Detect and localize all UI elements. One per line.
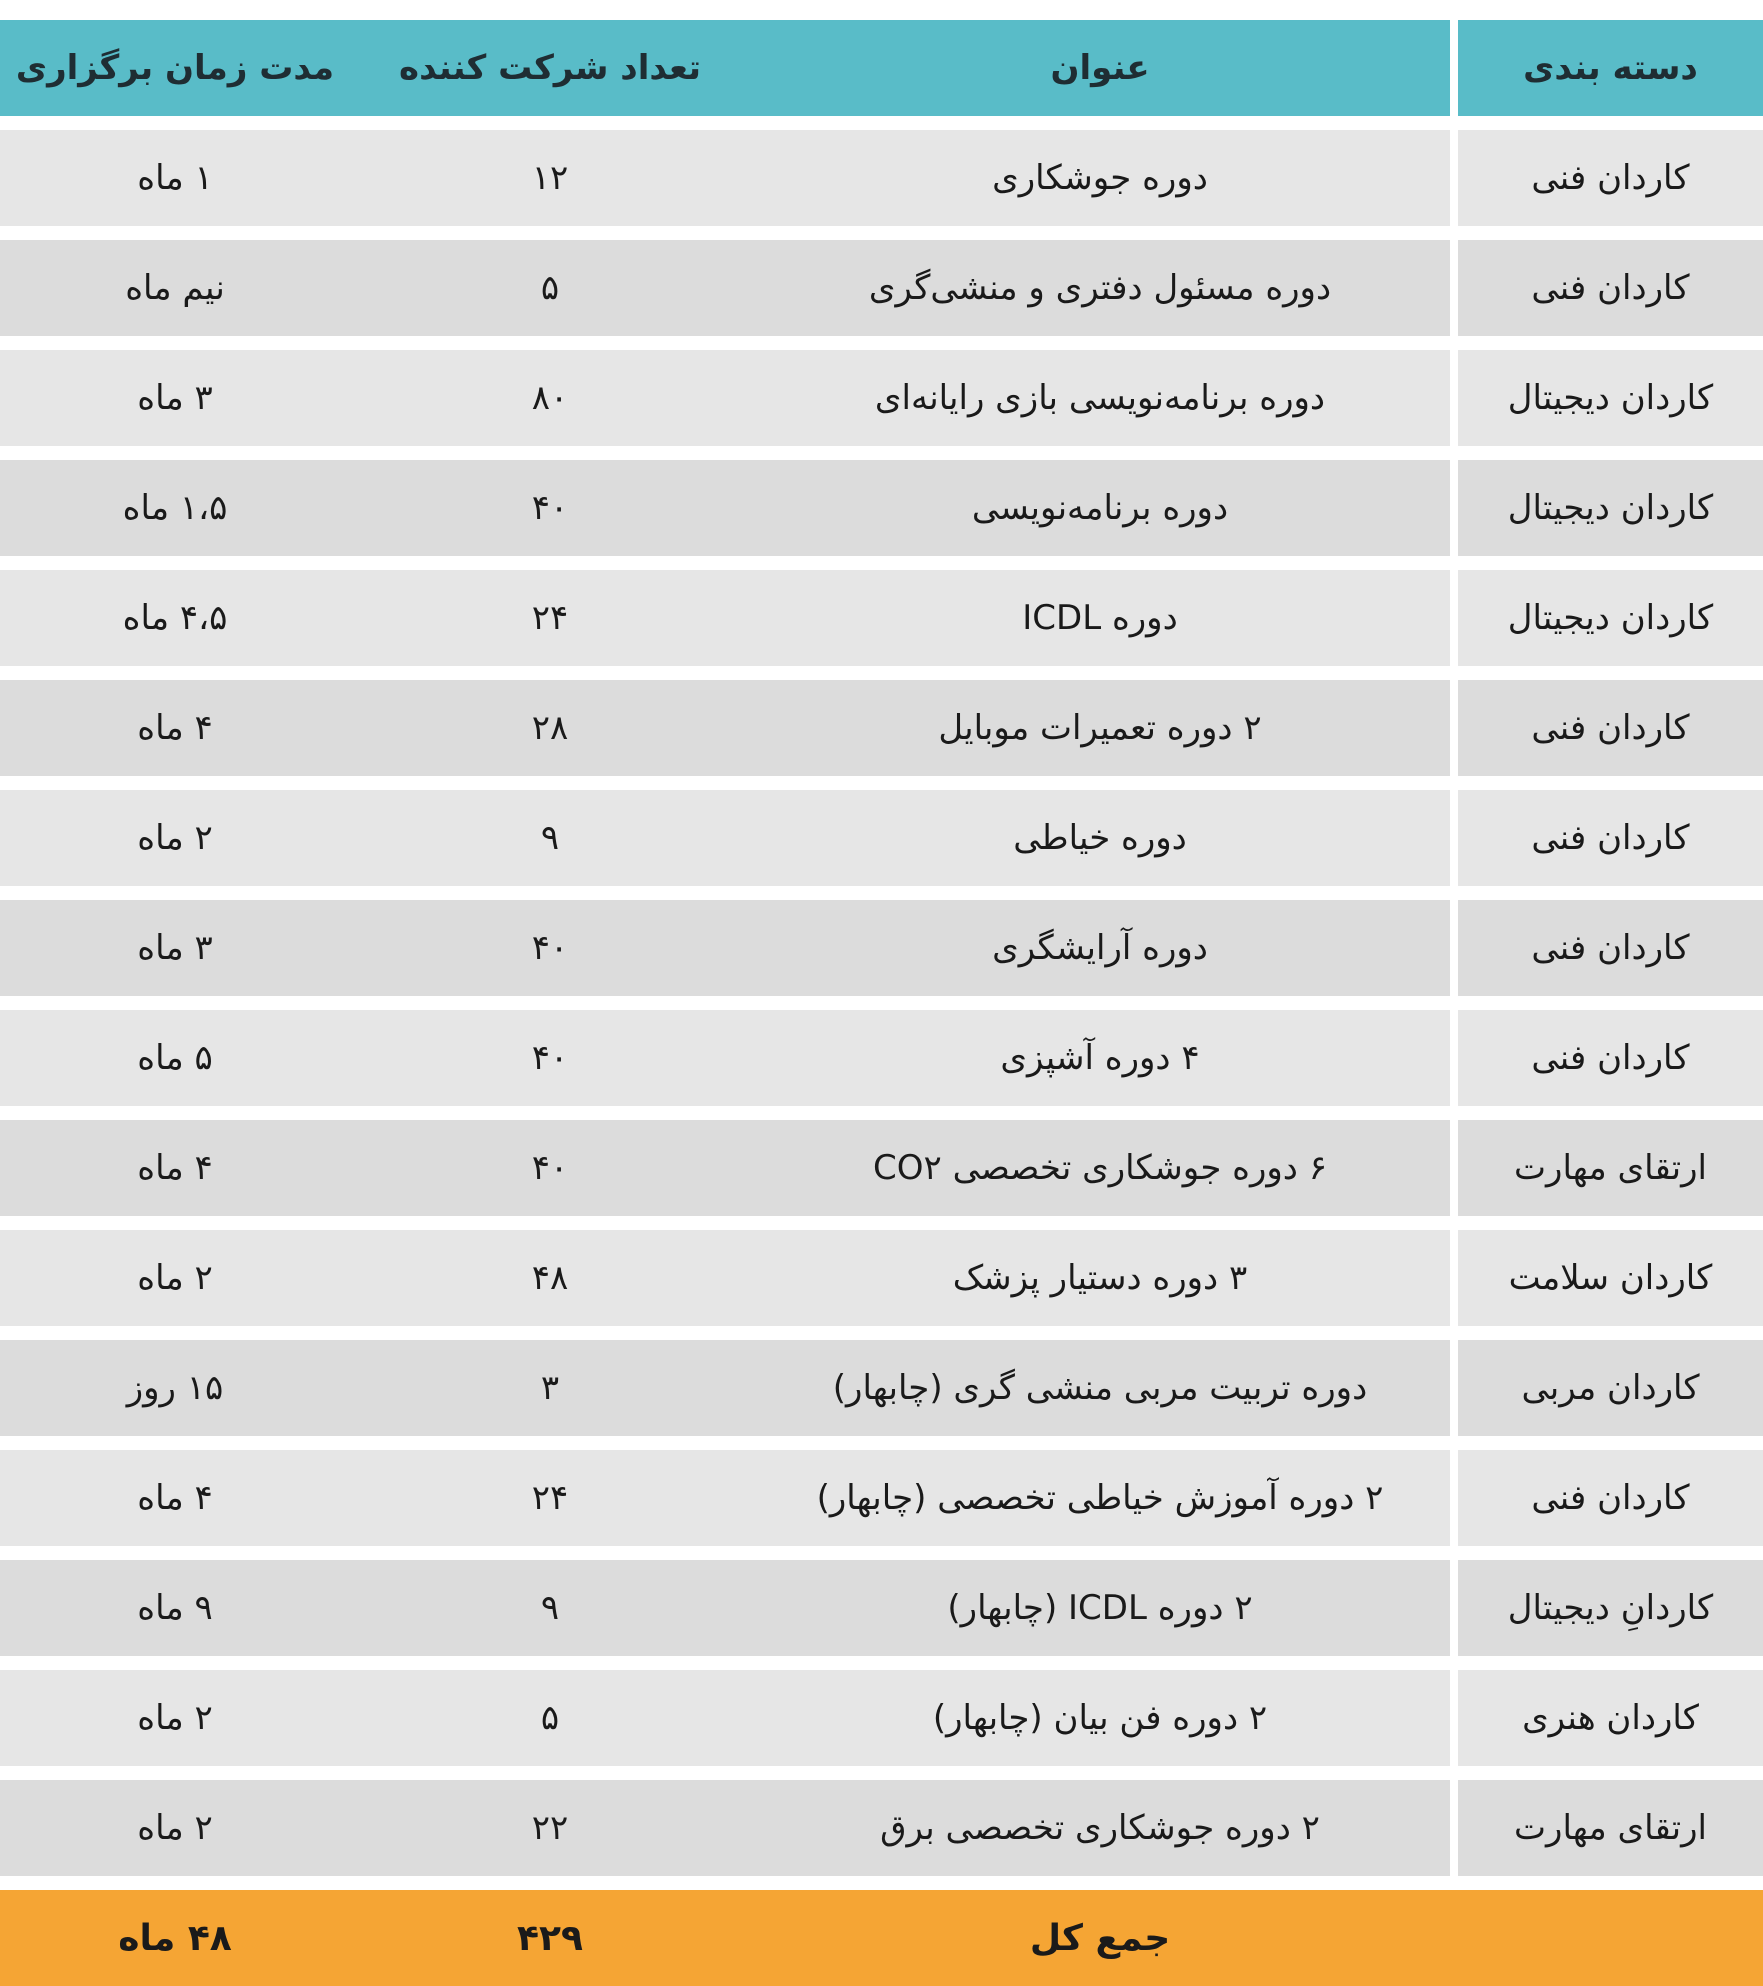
cell-participants: ۲۴: [350, 570, 750, 666]
table-row: [0, 900, 1763, 996]
cell-duration: ۱۵ روز: [0, 1340, 350, 1436]
cell-title: دوره آرایشگری: [750, 900, 1450, 996]
cell-duration: ۳ ماه: [0, 350, 350, 446]
cell-category: کاردان فنی: [1458, 1450, 1763, 1546]
total-participants: ۴۲۹: [350, 1890, 750, 1986]
table-body: [0, 130, 1763, 1876]
table-row: [0, 1560, 1763, 1656]
cell-category: ارتقای مهارت: [1458, 1120, 1763, 1216]
table-header-row: [0, 20, 1763, 116]
total-label: جمع کل: [750, 1890, 1450, 1986]
header-participants: تعداد شرکت کننده: [350, 20, 750, 116]
column-divider: [1450, 1670, 1458, 1766]
cell-title: دوره خیاطی: [750, 790, 1450, 886]
cell-participants: ۲۲: [350, 1780, 750, 1876]
cell-category: کاردان فنی: [1458, 790, 1763, 886]
cell-category: کاردان فنی: [1458, 680, 1763, 776]
cell-duration: ۴ ماه: [0, 1450, 350, 1546]
cell-participants: ۸۰: [350, 350, 750, 446]
cell-title: ۲ دوره تعمیرات موبایل: [750, 680, 1450, 776]
column-divider: [1450, 790, 1458, 886]
cell-participants: ۱۲: [350, 130, 750, 226]
table-row: [0, 350, 1763, 446]
cell-duration: ۴ ماه: [0, 680, 350, 776]
total-row: [0, 1890, 1763, 1986]
cell-participants: ۴۰: [350, 460, 750, 556]
cell-duration: ۵ ماه: [0, 1010, 350, 1106]
header-title: عنوان: [750, 20, 1450, 116]
cell-participants: ۴۸: [350, 1230, 750, 1326]
cell-participants: ۴۰: [350, 1010, 750, 1106]
column-divider: [1450, 1340, 1458, 1436]
cell-category: کاردان فنی: [1458, 1010, 1763, 1106]
cell-participants: ۲۸: [350, 680, 750, 776]
cell-title: ۲ دوره ICDL (چابهار): [750, 1560, 1450, 1656]
cell-title: دوره برنامه‌نویسی بازی رایانه‌ای: [750, 350, 1450, 446]
cell-duration: ۴،۵ ماه: [0, 570, 350, 666]
column-divider: [1450, 350, 1458, 446]
cell-duration: ۲ ماه: [0, 1230, 350, 1326]
cell-participants: ۹: [350, 1560, 750, 1656]
column-divider: [1450, 240, 1458, 336]
cell-title: ۲ دوره جوشکاری تخصصی برق: [750, 1780, 1450, 1876]
cell-category: کاردان فنی: [1458, 900, 1763, 996]
cell-duration: ۴ ماه: [0, 1120, 350, 1216]
cell-category: ارتقای مهارت: [1458, 1780, 1763, 1876]
column-divider: [1450, 1780, 1458, 1876]
table-row: [0, 570, 1763, 666]
cell-duration: ۹ ماه: [0, 1560, 350, 1656]
cell-duration: ۲ ماه: [0, 1780, 350, 1876]
cell-category: کاردانِ دیجیتال: [1458, 1560, 1763, 1656]
cell-title: دوره برنامه‌نویسی: [750, 460, 1450, 556]
cell-category: کاردان دیجیتال: [1458, 460, 1763, 556]
cell-participants: ۵: [350, 240, 750, 336]
table-row: [0, 240, 1763, 336]
cell-title: ۲ دوره فن بیان (چابهار): [750, 1670, 1450, 1766]
column-divider: [1450, 1560, 1458, 1656]
column-divider: [1450, 1890, 1458, 1986]
column-divider: [1450, 460, 1458, 556]
cell-category: کاردان مربی: [1458, 1340, 1763, 1436]
cell-duration: ۲ ماه: [0, 790, 350, 886]
column-divider: [1450, 680, 1458, 776]
cell-category: کاردان فنی: [1458, 240, 1763, 336]
header-category: دسته بندی: [1458, 20, 1763, 116]
cell-participants: ۵: [350, 1670, 750, 1766]
cell-duration: ۲ ماه: [0, 1670, 350, 1766]
cell-participants: ۳: [350, 1340, 750, 1436]
table-row: [0, 1670, 1763, 1766]
cell-category: کاردان فنی: [1458, 130, 1763, 226]
cell-category: کاردان دیجیتال: [1458, 350, 1763, 446]
column-divider: [1450, 1450, 1458, 1546]
cell-participants: ۴۰: [350, 1120, 750, 1216]
cell-title: دوره ICDL: [750, 570, 1450, 666]
cell-title: ۴ دوره آشپزی: [750, 1010, 1450, 1106]
column-divider: [1450, 570, 1458, 666]
table-row: [0, 1120, 1763, 1216]
column-divider: [1450, 900, 1458, 996]
cell-duration: ۱ ماه: [0, 130, 350, 226]
cell-title: دوره جوشکاری: [750, 130, 1450, 226]
table-row: [0, 1780, 1763, 1876]
table-row: [0, 680, 1763, 776]
table-row: [0, 790, 1763, 886]
cell-duration: نیم ماه: [0, 240, 350, 336]
cell-title: ۶ دوره جوشکاری تخصصی CO۲: [750, 1120, 1450, 1216]
header-duration: مدت زمان برگزاری: [0, 20, 350, 116]
column-divider: [1450, 20, 1458, 116]
cell-duration: ۱،۵ ماه: [0, 460, 350, 556]
column-divider: [1450, 130, 1458, 226]
table-row: [0, 1340, 1763, 1436]
table-row: [0, 1230, 1763, 1326]
cell-participants: ۴۰: [350, 900, 750, 996]
cell-participants: ۲۴: [350, 1450, 750, 1546]
cell-title: دوره تربیت مربی منشی گری (چابهار): [750, 1340, 1450, 1436]
cell-category: کاردان هنری: [1458, 1670, 1763, 1766]
cell-title: دوره مسئول دفتری و منشی‌گری: [750, 240, 1450, 336]
cell-title: ۳ دوره دستیار پزشک: [750, 1230, 1450, 1326]
cell-category: کاردان دیجیتال: [1458, 570, 1763, 666]
column-divider: [1450, 1120, 1458, 1216]
table-row: [0, 130, 1763, 226]
cell-duration: ۳ ماه: [0, 900, 350, 996]
table-row: [0, 1010, 1763, 1106]
cell-participants: ۹: [350, 790, 750, 886]
table-row: [0, 460, 1763, 556]
total-category-empty: [1458, 1890, 1763, 1986]
total-duration: ۴۸ ماه: [0, 1890, 350, 1986]
cell-title: ۲ دوره آموزش خیاطی تخصصی (چابهار): [750, 1450, 1450, 1546]
column-divider: [1450, 1230, 1458, 1326]
cell-category: کاردان سلامت: [1458, 1230, 1763, 1326]
column-divider: [1450, 1010, 1458, 1106]
table-row: [0, 1450, 1763, 1546]
